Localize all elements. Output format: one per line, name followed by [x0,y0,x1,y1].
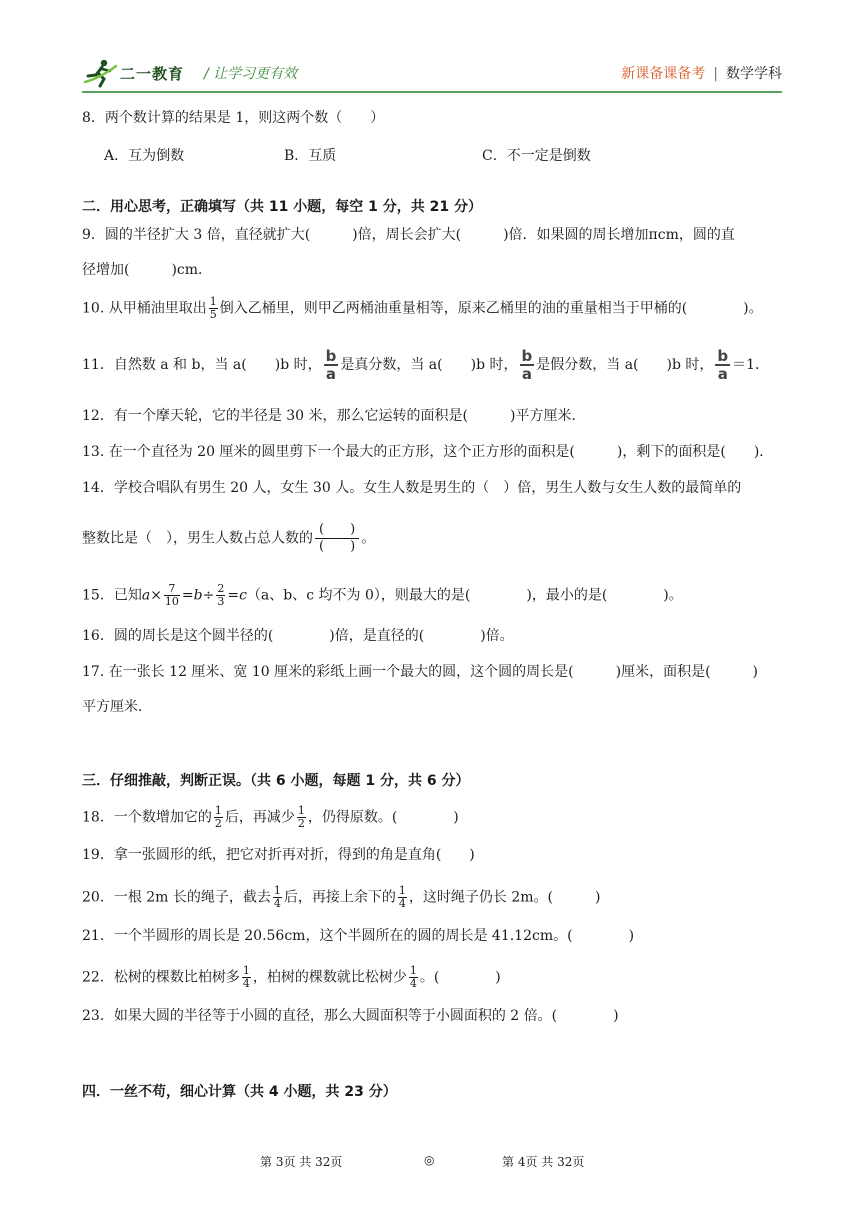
question-11 [82,349,769,381]
question-8-option-b: B．互质 [284,148,337,164]
fraction-numerator: 1 [209,295,217,308]
question-14-line-1: 14．学校合唱队有男生 20 人，女生 30 人。女生人数是男生的（ ）倍，男生人数与女生人数的最简单的 [82,480,742,496]
fraction-denominator: 2 [297,817,305,830]
footer-symbol: ◎ [424,1153,435,1167]
question-19: 19．拿一张圆形的纸，把它对折再对折，得到的角是直角( ) [82,847,475,863]
question-17-line-2: 平方厘米． [82,699,152,715]
section-2-title: 二．用心思考，正确填写（共 11 小题，每空 1 分，共 21 分） [82,199,482,215]
fraction-denominator-blank: ( ) [319,539,356,554]
divide-sign: ÷ [202,587,215,604]
section-4-title: 四．一丝不苟，细心计算（共 4 小题，共 23 分） [82,1084,397,1100]
course-label: 新课备课备考 [621,66,706,82]
fraction-two-thirds [216,583,225,608]
question-15 [82,583,683,608]
equals-sign: = [227,587,240,604]
fraction-b-over-a-image [715,349,730,381]
question-22 [82,965,501,990]
fraction-numerator: 1 [297,804,305,817]
question-18 [82,805,459,830]
question-20-post: ，这时绳子仍长 2m。( ) [408,889,601,906]
question-20-pre: 20．一根 2m 长的绳子，截去 [82,889,271,906]
fraction-numerator: 7 [164,583,180,596]
question-8-option-a: A．互为倒数 [104,148,185,164]
logo-text: 二一教育 [120,64,185,83]
brand-logo [82,58,184,88]
question-20-mid: 后，再接上余下的 [283,889,396,906]
question-16: 16．圆的周长是这个圆半径的( )倍，是直径的( )倍。 [82,628,514,644]
fraction-numerator: 2 [217,582,225,595]
header-right [621,63,782,83]
variable-b: b [193,587,203,604]
fraction-b-over-a-image [520,349,535,381]
footer-page-left: 第 3页 共 32页 [260,1155,343,1169]
times-sign: × [150,587,162,604]
question-20 [82,885,600,910]
variable-c: c [239,587,247,604]
page-header [82,58,782,92]
fraction-seven-tenths [164,583,180,608]
question-23: 23．如果大圆的半径等于小圆的直径，那么大圆面积等于小圆面积的 2 倍。( ) [82,1008,619,1024]
fraction-numerator-blank: ( ) [315,522,359,539]
fraction-denominator: a [325,365,337,383]
equals-sign: = [181,587,194,604]
fraction-denominator: 10 [164,595,179,608]
question-18-post: ，仍得原数。( ) [307,809,459,826]
fraction-numerator: b [325,347,337,365]
fraction-numerator: b [717,347,729,365]
fraction-one-quarter [242,965,251,990]
fraction-numerator: b [521,347,533,365]
fraction-denominator: 4 [398,897,406,910]
question-22-post: 。( ) [419,969,501,986]
section-3-title: 三．仔细推敲，判断正误。（共 6 小题，每题 1 分，共 6 分） [82,773,470,789]
fraction-denominator: 3 [217,595,225,608]
fraction-denominator: a [521,365,532,383]
fraction-denominator: 2 [214,817,222,830]
header-divider [82,91,782,93]
fraction-denominator: a [717,365,728,383]
question-15-post: （a、b、c 均不为 0），则最大的是( )，最小的是( )。 [246,587,683,604]
question-17-line-1: 17. 在一张长 12 厘米、宽 10 厘米的彩纸上画一个最大的圆，这个圆的周长是( )厘米，面积是( ) [82,664,758,680]
fraction-one-quarter [398,885,407,910]
fraction-one-half [214,805,223,830]
footer-page-right: 第 4页 共 32页 [502,1155,585,1169]
question-18-mid: 后，再减少 [224,809,295,826]
fraction-denominator: 4 [242,977,250,990]
fraction-b-over-a-image [324,349,339,381]
fraction-denominator: 5 [209,308,217,321]
fraction-numerator: 1 [242,964,250,977]
fraction-denominator: 4 [409,977,417,990]
question-14-end: 。 [361,530,376,547]
runner-logo-icon [82,58,118,88]
question-11-part-1: 11．自然数 a 和 b，当 a( )b 时， [82,357,322,373]
question-9-line-1: 9．圆的半径扩大 3 倍，直径就扩大( )倍，周长会扩大( )倍．如果圆的周长增加πcm，圆的直 [82,227,735,243]
blank-fraction [315,522,359,555]
fraction-denominator: 4 [273,897,281,910]
fraction-one-quarter [409,965,418,990]
question-10-post: 倒入乙桶里，则甲乙两桶油重量相等，原来乙桶里的油的重量相当于甲桶的( )。 [219,300,763,317]
variable-a: a [141,587,151,604]
question-10 [82,296,763,321]
fraction-one-fifth [209,296,218,321]
question-22-pre: 22．松树的棵数比柏树多 [82,969,240,986]
header-separator: | [713,66,718,82]
header-slogan: / 让学习更有效 [204,66,298,82]
fraction-one-half [297,805,306,830]
question-10-pre: 10. 从甲桶油里取出 [82,300,207,317]
question-18-pre: 18．一个数增加它的 [82,809,212,826]
fraction-numerator: 1 [273,884,281,897]
question-9-line-2: 径增加( )cm． [82,262,213,278]
fraction-numerator: 1 [214,804,222,817]
fraction-numerator: 1 [398,884,406,897]
question-13: 13. 在一个直径为 20 厘米的圆里剪下一个最大的正方形，这个正方形的面积是( )，剩下的面积是( )． [82,444,774,460]
question-14-line-2-text: 整数比是（ ），男生人数占总人数的 [82,530,313,547]
question-8-option-c: C．不一定是倒数 [482,148,591,164]
question-11-part-3: 是假分数，当 a( )b 时， [536,357,714,373]
question-12: 12．有一个摩天轮，它的半径是 30 米，那么它运转的面积是( )平方厘米． [82,408,586,424]
question-11-part-2: 是真分数，当 a( )b 时， [340,357,518,373]
question-11-part-4: ＝1． [732,357,770,373]
fraction-one-quarter [273,885,282,910]
fraction-numerator: 1 [409,964,417,977]
question-15-pre: 15．已知 [82,587,142,604]
question-21: 21．一个半圆形的周长是 20.56cm，这个半圆所在的圆的周长是 41.12cm。( ) [82,928,635,944]
subject-label: 数学学科 [726,66,782,82]
question-22-mid: ，柏树的棵数就比松树少 [252,969,407,986]
question-8: 8．两个数计算的结果是 1，则这两个数（ ） [82,110,385,126]
question-14-line-2 [82,522,375,555]
